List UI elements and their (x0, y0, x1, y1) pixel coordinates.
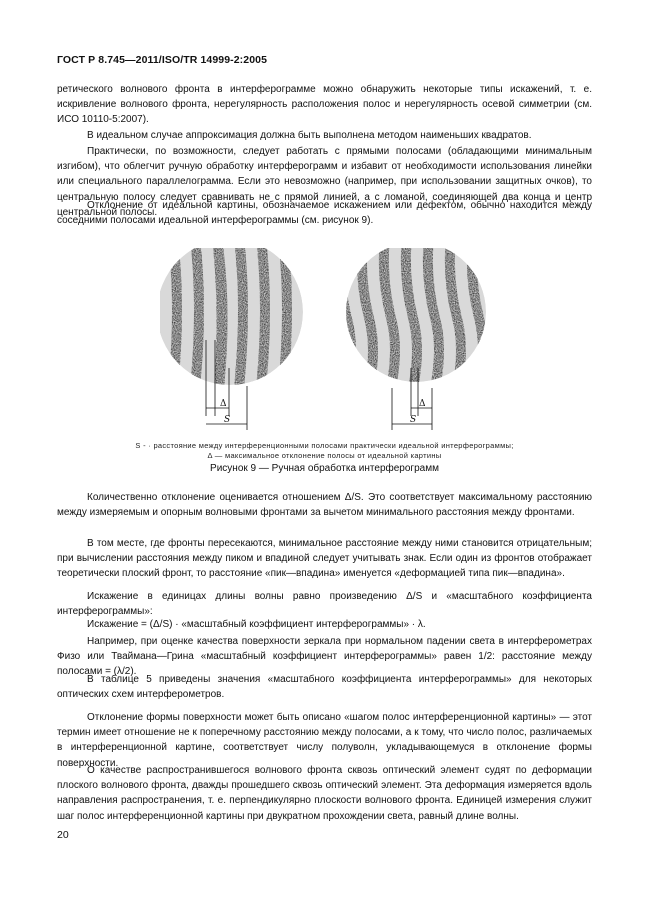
figure-note-s: S - · расстояние между интерференционными полосами практически идеальной интерферограммы; (135, 441, 514, 450)
right-s-label: S (410, 415, 417, 425)
left-s-label: S (224, 415, 231, 425)
interferogram-figure (160, 248, 500, 434)
right-delta-label: Δ (419, 399, 426, 409)
paragraph-6: В том месте, где фронты пересекаются, минимальное расстояние между ними становится отрицательным; при вычислении расстояния между пиком и впадиной следует учитывать знак. Если один из фронтов отображает теоретически плоский фронт, то расстояние «пик—впадина» именуется «деформацией типа пик—впадина». (57, 538, 592, 580)
figure-title: Рисунок 9 — Ручная обработка интерферограмм (210, 463, 439, 474)
paragraph-2: В идеальном случае аппроксимация должна быть выполнена методом наименьших квадратов. (87, 130, 532, 141)
paragraph-3: Практически, по возможности, следует работать с прямыми полосами (обладающими минимальным изгибом), что облегчит ручную обработку интерферограмм и избавит от необходимости использования линейки или специального параллелограмма. Если это невозможно (например, при использовании защитных очков), то центральную полосу следует сравнивать не с прямой линией, а с ломаной, соединяющей два конца и центр центральной полосы. (57, 146, 592, 218)
paragraph-7: Искажение в единицах длины волны равно произведению Δ/S и «масштабного коэффициента интерферограммы»: (57, 591, 592, 618)
paragraph-10: Отклонение формы поверхности может быть описано «шагом полос интерференционной картины» — этот термин имеет отношение не к поперечному расстоянию между полосами, а к тому, что число полос, различаемых в интерференционной картине, соответствует числу полуволн, укладывающемуся в отклонение формы поверхности. (57, 712, 592, 769)
interferogram-illustration (160, 248, 500, 434)
paragraph-8: Например, при оценке качества поверхности зеркала при нормальном падении света в интерферометрах Физо или Тваймана—Грина «масштабный коэффициент интерферограммы» равен 1/2: расстояние между полосами = (λ/2). (57, 636, 592, 678)
document-header: ГОСТ Р 8.745—2011/ISO/TR 14999-2:2005 (57, 54, 268, 66)
figure-note-delta: Δ — максимальное отклонение полосы от идеальной картины (207, 451, 442, 460)
paragraph-4: Отклонение от идеальной картины, обозначаемое искажением или дефектом, обычно находится между соседними полосами идеальной интерферограммы (см. рисунок 9). (57, 200, 592, 227)
paragraph-9: В таблице 5 приведены значения «масштабного коэффициента интерферограммы» для некоторых оптических схем интерферометров. (57, 674, 592, 701)
paragraph-1: ретического волнового фронта в интерферограмме можно обнаружить некоторые типы искажений, т. е. искривление волнового фронта, нерегулярность расположения полос и нерегулярность осевой симметрии (см. ИСО 10110-5:2007). (57, 84, 592, 126)
paragraph-11: О качестве распространившегося волнового фронта сквозь оптический элемент судят по деформации плоского волнового фронта, дважды прошедшего сквозь оптический элемент. Эта деформация измеряется вдоль направления распространения, т. е. перпендикулярно плоскости волнового фронта. Единицей измерения служит шаг полос интерференционной картины при двукратном прохождении света, равный длине волны. (57, 765, 592, 822)
page-number: 20 (57, 829, 69, 841)
left-delta-label: Δ (220, 399, 227, 409)
left-interferogram (160, 248, 314, 388)
right-interferogram (335, 248, 488, 388)
distortion-formula: Искажение = (Δ/S) · «масштабный коэффициент интерферограммы» · λ. (87, 619, 426, 630)
paragraph-5: Количественно отклонение оценивается отношением Δ/S. Это соответствует максимальному расстоянию между измеряемым и опорным волновыми фронтами за вычетом минимального расстояния между фронтами. (57, 492, 592, 519)
